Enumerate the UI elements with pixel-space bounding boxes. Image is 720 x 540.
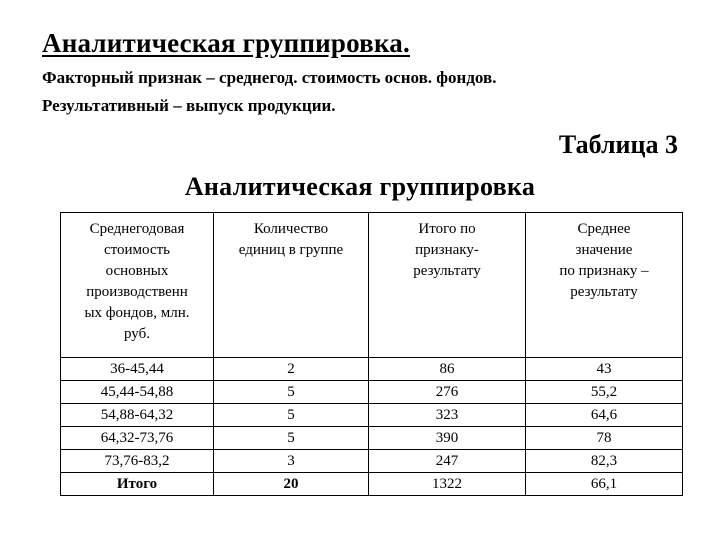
cell-interval: 64,32-73,76 — [61, 427, 214, 450]
header-line: руб. — [124, 326, 150, 342]
cell-average: 43 — [526, 358, 683, 381]
header-unit-count — [214, 213, 369, 358]
table-row — [61, 358, 683, 381]
cell-total: 276 — [369, 381, 526, 404]
cell-total: 390 — [369, 427, 526, 450]
header-line: стоимость — [104, 242, 170, 258]
cell-total-label: Итого — [61, 473, 214, 496]
table-row — [61, 450, 683, 473]
cell-interval: 54,88-64,32 — [61, 404, 214, 427]
cell-interval: 45,44-54,88 — [61, 381, 214, 404]
table-header-row — [61, 213, 683, 358]
table-number: Таблица 3 — [558, 130, 678, 159]
header-line: единиц в группе — [238, 242, 344, 258]
cell-total-count: 20 — [214, 473, 369, 496]
header-average-cost — [61, 213, 214, 358]
table-title: Аналитическая группировка — [184, 172, 536, 201]
page-heading: Аналитическая группировка. — [42, 28, 410, 58]
grouping-table — [60, 212, 683, 496]
table-row — [61, 427, 683, 450]
header-line: основных — [105, 263, 169, 279]
table-total-row — [61, 473, 683, 496]
result-attribute-line: Результативный – выпуск продукции. — [42, 96, 336, 115]
header-line: результату — [570, 284, 638, 300]
cell-interval: 36-45,44 — [61, 358, 214, 381]
cell-total-sum: 1322 — [369, 473, 526, 496]
cell-average: 78 — [526, 427, 683, 450]
header-line: Итого по — [418, 221, 476, 237]
header-line: ых фондов, млн. — [84, 305, 190, 321]
cell-count: 5 — [214, 427, 369, 450]
header-result-total — [369, 213, 526, 358]
cell-count: 2 — [214, 358, 369, 381]
header-line: по признаку – — [559, 263, 649, 279]
header-line: признаку- — [415, 242, 479, 258]
header-line: результату — [413, 263, 481, 279]
header-line: Среднегодовая — [89, 221, 185, 237]
cell-total: 86 — [369, 358, 526, 381]
table-row — [61, 381, 683, 404]
cell-count: 5 — [214, 404, 369, 427]
header-line: Среднее — [577, 221, 631, 237]
header-line: Количество — [253, 221, 329, 237]
cell-average: 64,6 — [526, 404, 683, 427]
cell-average: 55,2 — [526, 381, 683, 404]
cell-total: 323 — [369, 404, 526, 427]
header-line: производственн — [86, 284, 188, 300]
header-line: значение — [575, 242, 633, 258]
cell-total: 247 — [369, 450, 526, 473]
table-row — [61, 404, 683, 427]
cell-interval: 73,76-83,2 — [61, 450, 214, 473]
cell-count: 5 — [214, 381, 369, 404]
cell-average: 82,3 — [526, 450, 683, 473]
header-result-average — [526, 213, 683, 358]
factor-attribute-line: Факторный признак – среднегод. стоимость основ. фондов. — [42, 68, 497, 87]
cell-total-average: 66,1 — [526, 473, 683, 496]
cell-count: 3 — [214, 450, 369, 473]
